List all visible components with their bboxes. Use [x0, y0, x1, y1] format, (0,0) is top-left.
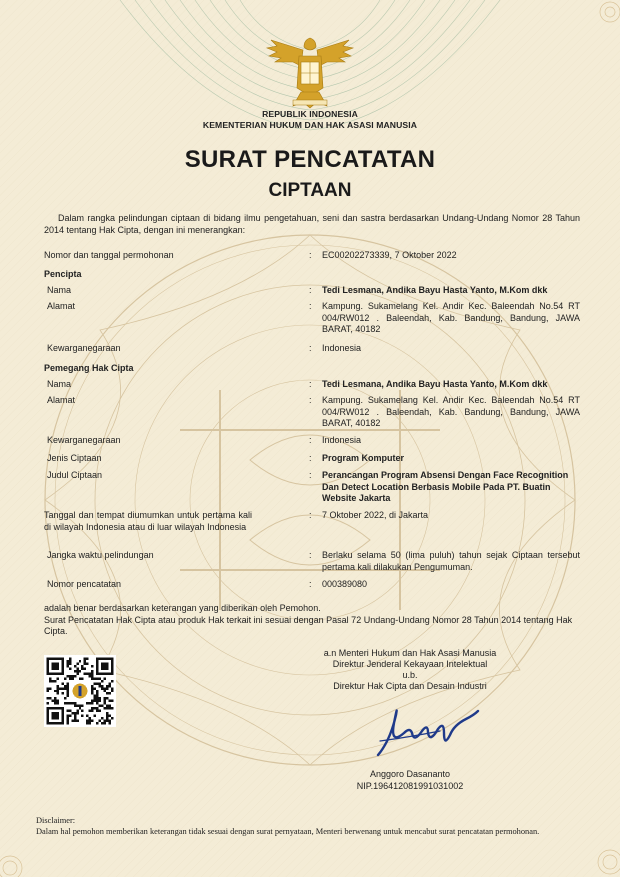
- colon: :: [309, 579, 312, 589]
- signatory-line-2: Direktur Jenderal Kekayaan Intelektual: [332, 659, 488, 669]
- holder-address-label: Alamat: [47, 395, 76, 405]
- work-title-value: Perancangan Program Absensi Dengan Face Recognition Dan Detect Location Berbasis Mobile Pada PT. Buatin Website Jakarta: [322, 470, 569, 503]
- ministry-name: KEMENTERIAN HUKUM DAN HAK ASASI MANUSIA: [202, 120, 418, 130]
- country-name: REPUBLIK INDONESIA: [262, 109, 358, 119]
- creator-address-label: Alamat: [47, 301, 76, 311]
- creator-nationality-value: Indonesia: [322, 343, 362, 353]
- creator-nationality-label: Kewarganegaraan: [47, 343, 121, 353]
- colon: :: [309, 301, 312, 311]
- closing-paragraph: [44, 603, 580, 638]
- colon: :: [309, 343, 312, 353]
- garuda-emblem-icon: [263, 32, 357, 112]
- colon: :: [309, 250, 312, 260]
- closing-line-2: Surat Pencatatan Hak Cipta atau produk Hak terkait ini sesuai dengan Pasal 72 Undang-Undang Nomor 28 Tahun 2014 tentang Hak Cipta.: [44, 614, 573, 636]
- qr-code-icon[interactable]: [44, 655, 116, 727]
- handwritten-signature: [370, 693, 480, 763]
- holder-name-value: Tedi Lesmana, Andika Bayu Hasta Yanto, M.Kom dkk: [322, 379, 548, 389]
- disclaimer: [36, 815, 596, 837]
- work-type-label: Jenis Ciptaan: [47, 453, 102, 463]
- document-subtitle: CIPTAAN: [268, 180, 352, 201]
- colon: :: [309, 453, 312, 463]
- announce-value: 7 Oktober 2022, di Jakarta: [322, 510, 429, 520]
- term-value: Berlaku selama 50 (lima puluh) tahun sejak Ciptaan tersebut pertama kali dilakukan Pengumuman.: [322, 550, 580, 572]
- announce-label: Tanggal dan tempat diumumkan untuk pertama kali di wilayah Indonesia atau di luar wilayah Indonesia: [44, 510, 252, 532]
- colon: :: [309, 550, 312, 560]
- closing-line-1: adalah benar berdasarkan keterangan yang diberikan oleh Pemohon.: [44, 603, 321, 613]
- seal-icon: [71, 682, 88, 699]
- signatory-line-4: Direktur Hak Cipta dan Desain Industri: [333, 681, 487, 691]
- signatory-block: [300, 648, 520, 692]
- term-label: Jangka waktu pelindungan: [47, 550, 154, 560]
- holder-nationality-label: Kewarganegaraan: [47, 435, 121, 445]
- creator-name-label: Nama: [47, 285, 72, 295]
- creator-address-value: Kampung. Sukamelang Kel. Andir Kec. Baleendah No.54 RT 004/RW012 . Baleendah, Kab. Bandung, Bandung, JAWA BARAT, 40182: [322, 301, 580, 334]
- work-type-value: Program Komputer: [322, 453, 405, 463]
- holder-name-label: Nama: [47, 379, 72, 389]
- record-label: Nomor pencatatan: [47, 579, 122, 589]
- colon: :: [309, 470, 312, 480]
- disclaimer-text: Dalam hal pemohon memberikan keterangan tidak sesuai dengan surat pernyataan, Menteri berwenang untuk mencabut surat pencatatan permohonan.: [36, 827, 540, 836]
- signatory-line-1: a.n Menteri Hukum dan Hak Asasi Manusia: [323, 648, 497, 658]
- holder-section-heading: Pemegang Hak Cipta: [44, 363, 134, 373]
- colon: :: [309, 285, 312, 295]
- colon: :: [309, 379, 312, 389]
- disclaimer-heading: Disclaimer:: [36, 816, 76, 825]
- record-value: 000389080: [322, 579, 368, 589]
- official-name: Anggoro Dasananto: [369, 769, 451, 779]
- work-title-label: Judul Ciptaan: [47, 470, 103, 480]
- signatory-line-3: u.b.: [402, 670, 418, 680]
- application-label: Nomor dan tanggal permohonan: [44, 250, 174, 260]
- application-value: EC00202273339, 7 Oktober 2022: [322, 250, 457, 260]
- creator-name-value: Tedi Lesmana, Andika Bayu Hasta Yanto, M.Kom dkk: [322, 285, 548, 295]
- colon: :: [309, 510, 312, 520]
- holder-nationality-value: Indonesia: [322, 435, 362, 445]
- intro-paragraph: Dalam rangka pelindungan ciptaan di bidang ilmu pengetahuan, seni dan sastra berdasarkan Undang-Undang Nomor 28 Tahun 2014 tentang Hak Cipta, dengan ini menerangkan:: [44, 213, 580, 235]
- creator-section-heading: Pencipta: [44, 269, 82, 279]
- colon: :: [309, 435, 312, 445]
- official-nip: NIP.196412081991031002: [356, 781, 464, 791]
- document-title: SURAT PENCATATAN: [184, 146, 436, 173]
- colon: :: [309, 395, 312, 405]
- holder-address-value: Kampung. Sukamelang Kel. Andir Kec. Baleendah No.54 RT 004/RW012 . Baleendah, Kab. Bandung, Bandung, JAWA BARAT, 40182: [322, 395, 580, 428]
